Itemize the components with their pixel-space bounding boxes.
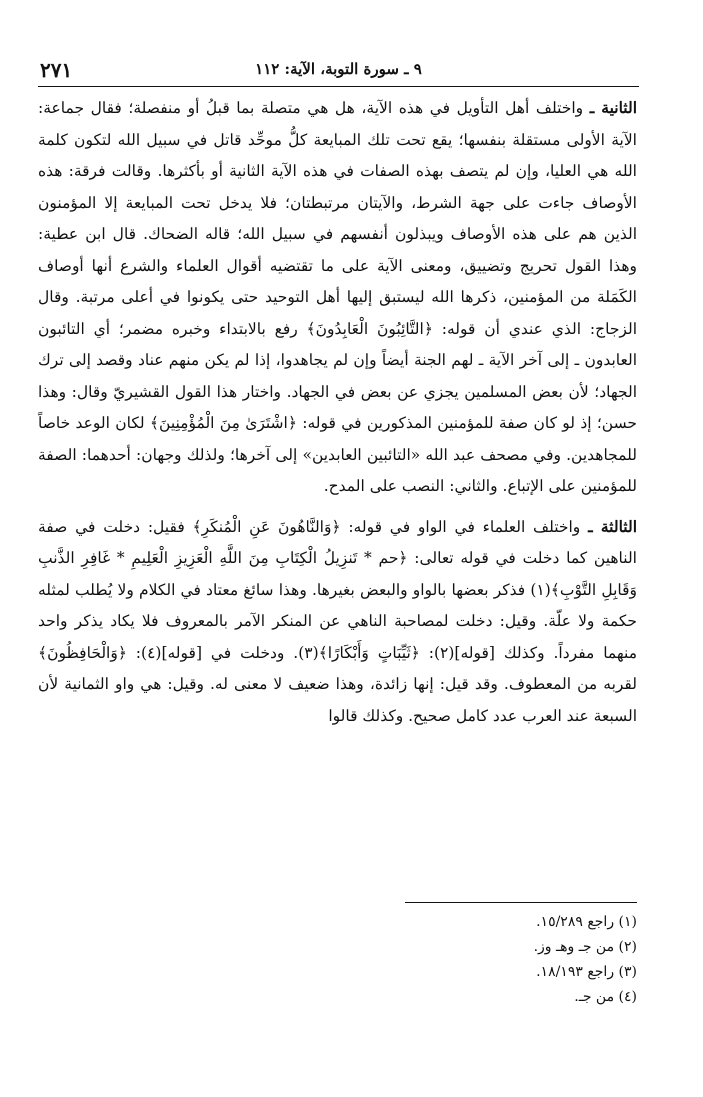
paragraph-second xyxy=(38,92,637,503)
paragraph-label: الثانية ـ xyxy=(589,98,638,117)
page-number: ٢٧١ xyxy=(40,58,73,82)
footnote: (٤) من جـ. xyxy=(574,989,637,1005)
main-text xyxy=(38,92,637,732)
paragraph-body: واختلف أهل التأويل في هذه الآية، هل هي متصلة بما قبلُ أو منفصلة؛ فقال جماعة: الآية الأولى مستقلة بنفسها؛ يقع تحت تلك المبايعة كلُّ موحِّد قاتل في سبيل الله لتكون كلمة الله هي العليا، وإن لم يتصف بهذه الصفات في هذه الآية الثانية أو بأكثرها. وقالت فرقة: هذه الأوصاف جاءت على جهة الشرط، والآيتان مرتبطتان؛ فلا يدخل تحت المبايعة إلا المؤمنون الذين هم على هذه الأوصاف ويبذلون أنفسهم في سبيل الله؛ قاله الضحاك. قال ابن عطية: وهذا القول تحريج وتضييق، ومعنى الآية على ما تقتضيه أقوال العلماء والشرع أنها أوصاف الكَمَلة من المؤمنين، ذكرها الله ليستبق إليها أهل التوحيد حتى يكونوا في أعلى مرتبة. وقال الزجاج: الذي عندي أن قوله: ﴿التَّائِبُونَ الْعَابِدُونَ﴾ رفع بالابتداء وخبره مضمر؛ أي التائبون العابدون ـ إلى آخر الآية ـ لهم الجنة أيضاً وإن لم يجاهدوا، إذا لم يكن منهم عناد وقصد إلى ترك الجهاد؛ لأن بعض المسلمين يجزي عن بعض في الجهاد. واختار هذا القول القشيريّ وقال: وهذا حسن؛ إذ لو كان صفة للمؤمنين المذكورين في قوله: ﴿اشْتَرَىٰ مِنَ الْمُؤْمِنِينَ﴾ لكان الوعد خاصاً للمجاهدين. وفي مصحف عبد الله «التائبين العابدين» إلى آخرها؛ ولذلك وجهان: أحدهما: الصفة للمؤمنين على الإتباع. والثاني: النصب على المدح. xyxy=(38,99,637,495)
header-rule xyxy=(38,86,639,87)
footnotes xyxy=(237,910,637,1010)
paragraph-label: الثالثة ـ xyxy=(588,516,637,536)
footnote: (٣) راجع ١٨/١٩٣. xyxy=(536,964,637,980)
paragraph-body: واختلف العلماء في الواو في قوله: ﴿وَالنَّاهُونَ عَنِ الْمُنكَرِ﴾ فقيل: دخلت في صفة الناهين كما دخلت في قوله تعالى: ﴿حم * تَنزِيلُ الْكِتَابِ مِنَ اللَّهِ الْعَزِيزِ الْعَلِيمِ * غَافِرِ الذَّنبِ وَقَابِلِ التَّوْبِ﴾(١) فذكر بعضها بالواو والبعض بغيرها. وهذا سائغ معتاد في الكلام ولا يُطلب لمثله حكمة ولا علّة. وقيل: دخلت لمصاحبة الناهي عن المنكر الآمر بالمعروف فلا يكاد يذكر واحد منهما مفرداً. وكذلك [قوله](٢): ﴿ثَيِّبَاتٍ وَأَبْكَارًا﴾(٣). ودخلت في [قوله](٤): ﴿وَالْحَافِظُونَ﴾ لقربه من المعطوف. وقد قيل: إنها زائدة، وهذا ضعيف لا معنى له. وقيل: هي واو الثمانية لأن السبعة عند العرب عدد كامل صحيح. وكذلك قالوا xyxy=(38,517,638,725)
footnote: (٢) من جـ وهـ وز. xyxy=(533,939,637,955)
paragraph-third xyxy=(38,511,637,733)
page-header xyxy=(40,58,637,88)
running-title: ٩ ـ سورة التوبة، الآية: ١١٢ xyxy=(255,60,422,78)
footnote-rule xyxy=(405,902,637,903)
footnote: (١) راجع ١٥/٢٨٩. xyxy=(536,914,637,930)
